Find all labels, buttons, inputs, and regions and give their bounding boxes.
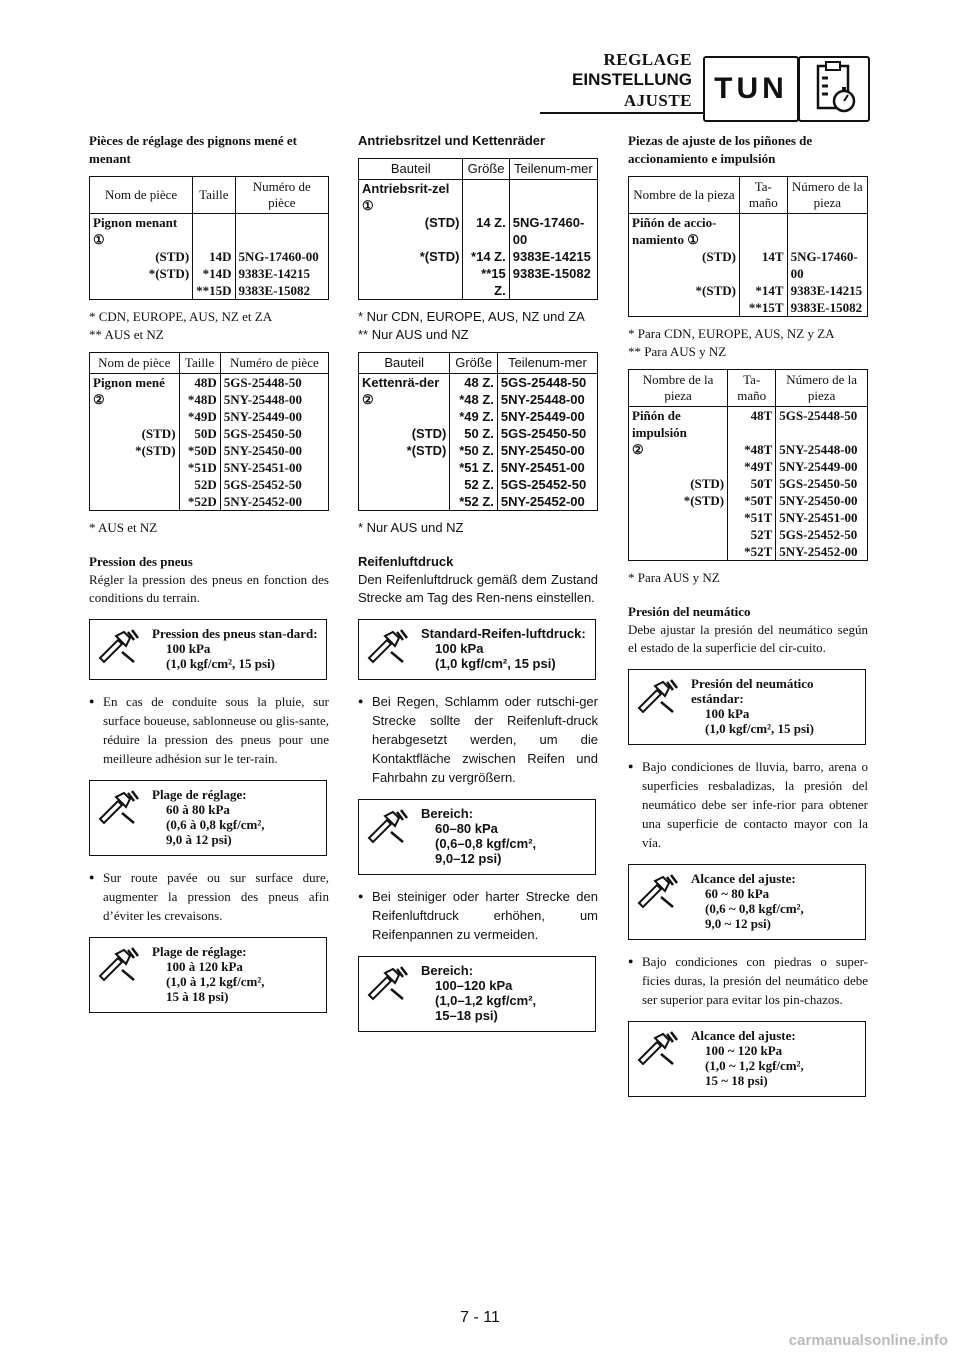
table-note: ** Nur AUS und NZ [358,327,469,342]
variant-cell: *(STD) [419,249,460,264]
part-number-cell: 5NY-25449-00 [776,458,868,475]
part-number-cell: 5NY-25448-00 [220,391,328,408]
table-row [359,374,598,392]
section-code-badge: TUN [703,56,799,122]
part-number-cell: 5NY-25449-00 [497,408,597,425]
wrench-icon [96,789,140,829]
table-row [359,391,598,408]
part-number-cell: 5NY-25450-00 [776,492,868,509]
column-german [358,132,598,1044]
bullet-item: ● En cas de conduite sous la pluie, sur surface boueuse, sablonneuse ou glis-sante, réduire la pression des pneus pour une meilleure adhésion sur le ter-rain. [89,692,329,768]
table-row [629,526,868,543]
size-cell: **15T [740,299,788,317]
table-row [359,493,598,511]
table-driven-sprocket [358,352,598,511]
table-row [629,441,868,458]
part-number-cell: 5NG-17460-00 [235,248,328,265]
spec-value: 100 kPa [166,641,211,656]
page-number: 7 - 11 [460,1309,500,1326]
variant-cell [359,476,450,493]
size-cell: *52 Z. [450,493,498,511]
part-number-cell: 5NY-25451-00 [776,509,868,526]
part-name: Pignon menant ① [93,215,178,247]
table-row [359,248,598,265]
spec-value: 100–120 kPa [435,978,513,993]
table-header-cell: Größe [450,353,498,374]
table-driven-sprocket [89,352,329,511]
table-row [629,509,868,526]
table-driven-sprocket [628,369,868,561]
size-cell: 52 Z. [450,476,498,493]
heading-tire-pressure: Pression des pneus [89,554,193,569]
variant-cell: (STD) [424,215,460,230]
table-header-cell: Nom de pièce [90,177,193,214]
table-row [359,459,598,476]
table-row [629,299,868,317]
table-row [90,408,329,425]
table-row [359,408,598,425]
part-number-cell: 5NY-25448-00 [776,441,868,458]
spec-value: (1,0 kgf/cm², 15 psi) [435,656,556,671]
part-number-cell: 5GS-25450-50 [220,425,328,442]
part-number-cell: 5NY-25450-00 [497,442,597,459]
ref-number: ② [632,442,644,457]
table-header-cell: Nom de pièce [90,353,180,374]
spec-box-standard [358,619,596,680]
part-number-cell: 5NY-25452-00 [220,493,328,511]
wrench-icon [96,946,140,986]
paragraph: Den Reifenluftdruck gemäß dem Zustand Strecke am Tag des Ren-nens einstellen. [358,572,598,605]
part-number-cell: 5GS-25448-50 [776,407,868,442]
bullet-item: ● Bei Regen, Schlamm oder rutschi-ger Strecke sollte der Reifenluft-druck herabgesetzt werden, um die Kontaktfläche zwischen Reifen und Fahrbahn zu vergrößern. [358,692,598,787]
size-cell: *14T [740,282,788,299]
size-cell: *48D [179,391,220,408]
table-note: ** AUS et NZ [89,327,164,342]
spec-title: Bereich: [421,963,474,978]
spec-value: 60 à 80 kPa [166,802,230,817]
table-row [629,492,868,509]
variant-cell [90,408,180,425]
size-cell: 48 Z. [450,374,498,392]
size-cell: *50 Z. [450,442,498,459]
column-french [89,132,329,1025]
table-row [90,425,329,442]
heading-sprocket-parts: Antriebsritzel und Kettenräder [358,133,546,148]
table-header-cell: Bauteil [359,159,463,180]
spec-value: (0,6 ~ 0,8 kgf/cm², [705,901,804,916]
size-cell: *49T [728,458,776,475]
wrench-icon [365,628,409,668]
spec-value: 100 kPa [705,706,750,721]
size-cell: 48D [179,374,220,392]
table-note: * AUS et NZ [89,520,158,535]
paragraph: Debe ajustar la presión del neumático según el estado de la superficie del cir-cuito. [628,622,868,655]
part-number-cell: 5NY-25450-00 [220,442,328,459]
spec-title: Plage de réglage: [152,787,247,802]
table-note: * CDN, EUROPE, AUS, NZ et ZA [89,309,273,324]
table-row [359,265,598,300]
spec-value: 60–80 kPa [435,821,498,836]
size-cell: *51T [728,509,776,526]
table-header-cell: Bauteil [359,353,450,374]
variant-cell [90,493,180,511]
variant-cell [629,509,728,526]
table-header-cell: Numéro de pièce [220,353,328,374]
part-number-cell: 5GS-25448-50 [220,374,328,392]
variant-cell [629,526,728,543]
variant-cell [359,493,450,511]
size-cell: 50D [179,425,220,442]
table-header-cell: Numéro de pièce [235,177,328,214]
table-row [90,493,329,511]
spec-box-standard [89,619,327,680]
part-number-cell: 5GS-25452-50 [497,476,597,493]
part-number-cell: 5NY-25448-00 [497,391,597,408]
table-drive-sprocket [628,176,868,317]
variant-cell [359,459,450,476]
table-row [359,425,598,442]
spec-value: 100 ~ 120 kPa [705,1043,783,1058]
spec-value: 9,0 à 12 psi) [166,832,232,847]
table-header-cell: Nombre de la pieza [629,177,740,214]
table-header-cell: Teilenum-mer [509,159,597,180]
table-row [359,214,598,248]
table-note: * Para AUS y NZ [628,570,720,585]
size-cell: 14T [740,248,788,282]
spec-value: 15 ~ 18 psi) [705,1073,768,1088]
table-row [629,282,868,299]
size-cell: *49D [179,408,220,425]
size-cell: *50D [179,442,220,459]
heading-sprocket-parts: Pièces de réglage des pignons mené et menant [89,133,297,166]
table-row [90,476,329,493]
spec-box-low-range [89,780,327,856]
part-number-cell: 9383E-14215 [235,265,328,282]
spec-value: 100 à 120 kPa [166,959,243,974]
size-cell: *49 Z. [450,408,498,425]
wrench-icon [635,873,679,913]
heading-sprocket-parts: Piezas de ajuste de los piñones de accionamiento e impulsión [628,133,813,166]
variant-cell: (STD) [141,426,176,441]
table-header-cell: Größe [463,159,509,180]
spec-title: Pression des pneus stan-dard: [152,626,318,641]
size-cell: 52T [728,526,776,543]
table-header-cell: Ta-maño [728,370,776,407]
size-cell: 14 Z. [463,214,509,248]
table-row [629,458,868,475]
part-number-cell: 5GS-25452-50 [776,526,868,543]
wrench-icon [635,678,679,718]
table-row [90,248,329,265]
variant-cell: *(STD) [683,493,725,508]
page-header [540,50,870,120]
ref-number: ① [362,198,374,213]
variant-cell: (STD) [411,426,447,441]
table-row [629,475,868,492]
table-header-cell: Teilenum-mer [497,353,597,374]
size-cell: *48T [728,441,776,458]
variant-cell [629,543,728,561]
part-number-cell: 9383E-14215 [787,282,867,299]
part-number-cell: 5GS-25450-50 [776,475,868,492]
spec-title: Presión del neumático estándar: [691,676,814,706]
table-row [90,374,329,392]
variant-cell: *(STD) [135,443,176,458]
table-row [359,442,598,459]
size-cell: *14 Z. [463,248,509,265]
table-header-cell: Número de la pieza [776,370,868,407]
table-row [90,391,329,408]
size-cell: *14D [193,265,235,282]
size-cell: 50 Z. [450,425,498,442]
table-header-cell: Ta-maño [740,177,788,214]
spec-box-high-range [89,937,327,1013]
size-cell: 50T [728,475,776,492]
spec-value: (0,6 à 0,8 kgf/cm², [166,817,265,832]
table-header-cell: Taille [179,353,220,374]
spec-value: 15 à 18 psi) [166,989,229,1004]
size-cell: **15 Z. [463,265,509,300]
spec-box-high-range [358,956,596,1032]
watermark: carmanualsonline.info [788,1332,948,1349]
ref-number: ① [93,232,105,247]
variant-cell [629,458,728,475]
spec-title: Plage de réglage: [152,944,247,959]
table-header-cell: Taille [193,177,235,214]
table-header-cell: Número de la pieza [787,177,867,214]
table-note: * Nur CDN, EUROPE, AUS, NZ und ZA [358,309,585,324]
table-row [90,442,329,459]
part-number-cell: 5NY-25452-00 [497,493,597,511]
spec-value: 60 ~ 80 kPa [705,886,770,901]
part-number-cell: 9383E-15082 [509,265,597,300]
bullet-item: ● Bei steiniger oder harter Strecke den Reifenluftdruck erhöhen, um Reifenpannen zu vermeiden. [358,887,598,944]
part-number-cell: 5NY-25451-00 [497,459,597,476]
table-row [629,248,868,282]
part-name: Piñón de impulsión [632,408,687,440]
bullet-item: ● Sur route pavée ou sur surface dure, augmenter la pression des pneus afin d’éviter les crevaisons. [89,868,329,925]
part-name: Piñón de accio-namiento ① [632,215,717,247]
size-cell: 14D [193,248,235,265]
bullet-item: ● Bajo condiciones con piedras o super-ficies duras, la presión del neumático debe ser superior para evitar los pin-chazos. [628,952,868,1009]
wrench-icon [365,808,409,848]
table-note: ** Para AUS y NZ [628,344,727,359]
part-name: Pignon mené [93,375,165,390]
spec-value: (1,0 à 1,2 kgf/cm², [166,974,265,989]
spec-value: (0,6–0,8 kgf/cm², [435,836,537,851]
size-cell: *51D [179,459,220,476]
spec-value: (1,0–1,2 kgf/cm², [435,993,537,1008]
spec-value: 9,0 ~ 12 psi) [705,916,771,931]
wrench-icon [635,1030,679,1070]
part-number-cell: 9383E-15082 [235,282,328,300]
heading-tire-pressure: Presión del neumático [628,604,751,619]
size-cell: *48 Z. [450,391,498,408]
heading-tire-pressure: Reifenluftdruck [358,554,454,569]
table-row [90,265,329,282]
size-cell: *51 Z. [450,459,498,476]
size-cell: **15D [193,282,235,300]
part-number-cell: 5GS-25448-50 [497,374,597,392]
size-cell: *52D [179,493,220,511]
spec-box-high-range [628,1021,866,1097]
variant-cell: *(STD) [148,266,190,281]
column-spanish [628,132,868,1109]
variant-cell [90,282,193,300]
bullet-item: ● Bajo condiciones de lluvia, barro, arena o superficies resbaladizas, la presión del neumático debe ser infe-rior para obtener una superficie de contacto mayor con la vía. [628,757,868,852]
table-row [90,282,329,300]
part-number-cell: 5NG-17460-00 [787,248,867,282]
variant-cell: (STD) [690,476,725,491]
spec-value: 15–18 psi) [435,1008,498,1023]
part-number-cell: 5NG-17460-00 [509,214,597,248]
table-row [629,407,868,442]
variant-cell: (STD) [155,249,190,264]
wrench-icon [96,628,140,668]
table-row [629,543,868,561]
size-cell: *52T [728,543,776,561]
spec-value: (1,0 kgf/cm², 15 psi) [166,656,275,671]
part-number-cell: 5GS-25452-50 [220,476,328,493]
part-name: Antriebsrit-zel ① [362,181,450,213]
header-title-es: AJUSTE [623,91,692,110]
header-title-de: EINSTELLUNG [572,70,692,89]
spec-box-low-range [358,799,596,875]
wrench-icon [365,965,409,1005]
variant-cell: (STD) [702,249,736,264]
spec-value: 100 kPa [435,641,484,656]
spec-title: Alcance del ajuste: [691,871,796,886]
variant-cell: *(STD) [695,283,736,298]
size-cell: 52D [179,476,220,493]
variant-cell [359,265,463,300]
part-number-cell: 5NY-25451-00 [220,459,328,476]
variant-cell [359,408,450,425]
ref-number: ② [93,392,105,407]
part-number-cell: 5NY-25452-00 [776,543,868,561]
part-number-cell: 5NY-25449-00 [220,408,328,425]
table-drive-sprocket [89,176,329,300]
part-name: Kettenrä-der [362,375,440,390]
spec-title: Alcance del ajuste: [691,1028,796,1043]
table-note: * Para CDN, EUROPE, AUS, NZ y ZA [628,326,835,341]
size-cell: 48T [728,407,776,442]
table-row [359,476,598,493]
part-number-cell: 5GS-25450-50 [497,425,597,442]
ref-number: ② [362,392,374,407]
table-note: * Nur AUS und NZ [358,520,464,535]
variant-cell: *(STD) [406,443,447,458]
variant-cell [90,459,180,476]
clipboard-stopwatch-icon [798,56,870,122]
spec-box-standard [628,669,866,745]
variant-cell [629,299,740,317]
size-cell: *50T [728,492,776,509]
spec-title: Bereich: [421,806,474,821]
spec-value: 9,0–12 psi) [435,851,502,866]
spec-value: (1,0 kgf/cm², 15 psi) [705,721,814,736]
spec-box-low-range [628,864,866,940]
paragraph: Régler la pression des pneus en fonction des conditions du terrain. [89,572,329,605]
table-drive-sprocket [358,158,598,300]
ref-number: ① [687,232,699,247]
variant-cell [90,476,180,493]
part-number-cell: 9383E-14215 [509,248,597,265]
header-title-fr: REGLAGE [603,50,692,69]
spec-title: Standard-Reifen-luftdruck: [421,626,586,641]
part-number-cell: 9383E-15082 [787,299,867,317]
spec-value: (1,0 ~ 1,2 kgf/cm², [705,1058,804,1073]
table-header-cell: Nombre de la pieza [629,370,728,407]
table-row [90,459,329,476]
